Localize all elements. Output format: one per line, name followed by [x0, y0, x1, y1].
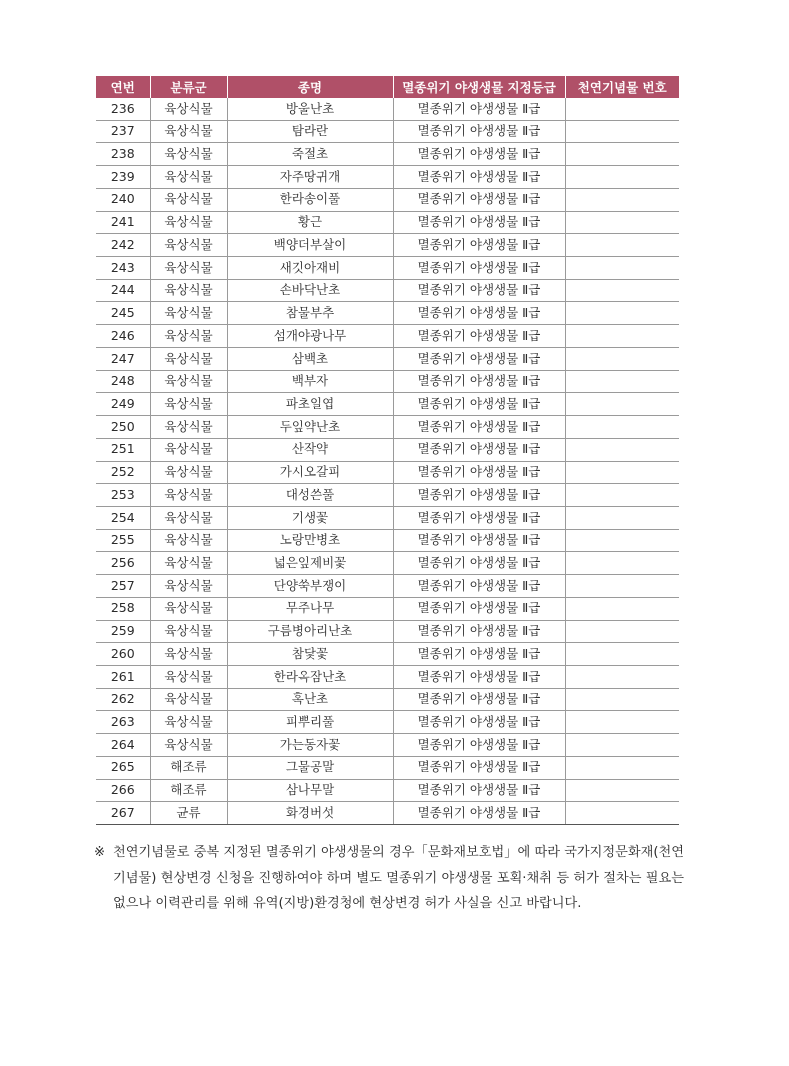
cell-grade: 멸종위기 야생생물 Ⅱ급	[393, 756, 565, 779]
cell-group: 육상식물	[150, 552, 227, 575]
cell-monument-no	[565, 552, 679, 575]
table-row	[96, 711, 679, 734]
cell-group: 육상식물	[150, 211, 227, 234]
cell-group: 육상식물	[150, 279, 227, 302]
cell-monument-no	[565, 143, 679, 166]
cell-monument-no	[565, 779, 679, 802]
cell-group: 육상식물	[150, 234, 227, 257]
cell-monument-no	[565, 234, 679, 257]
cell-no: 249	[96, 393, 150, 416]
table-row	[96, 257, 679, 280]
cell-species-name: 넓은잎제비꽃	[227, 552, 393, 575]
table-row	[96, 143, 679, 166]
cell-group: 육상식물	[150, 370, 227, 393]
cell-grade: 멸종위기 야생생물 Ⅱ급	[393, 665, 565, 688]
cell-no: 258	[96, 597, 150, 620]
table-row	[96, 188, 679, 211]
cell-group: 육상식물	[150, 416, 227, 439]
cell-monument-no	[565, 98, 679, 120]
table-header	[96, 76, 679, 98]
cell-group: 육상식물	[150, 597, 227, 620]
cell-species-name: 한라송이풀	[227, 188, 393, 211]
table-row	[96, 438, 679, 461]
cell-group: 균류	[150, 802, 227, 825]
cell-species-name: 참닻꽃	[227, 643, 393, 666]
cell-group: 육상식물	[150, 325, 227, 348]
table-row	[96, 234, 679, 257]
cell-monument-no	[565, 166, 679, 189]
cell-monument-no	[565, 665, 679, 688]
cell-monument-no	[565, 302, 679, 325]
cell-species-name: 백부자	[227, 370, 393, 393]
cell-monument-no	[565, 484, 679, 507]
cell-species-name: 대성쓴풀	[227, 484, 393, 507]
cell-no: 239	[96, 166, 150, 189]
cell-grade: 멸종위기 야생생물 Ⅱ급	[393, 234, 565, 257]
cell-group: 해조류	[150, 779, 227, 802]
cell-no: 253	[96, 484, 150, 507]
cell-group: 육상식물	[150, 143, 227, 166]
cell-species-name: 파초일엽	[227, 393, 393, 416]
cell-species-name: 손바닥난초	[227, 279, 393, 302]
cell-species-name: 황근	[227, 211, 393, 234]
cell-grade: 멸종위기 야생생물 Ⅱ급	[393, 416, 565, 439]
table-row	[96, 279, 679, 302]
cell-group: 육상식물	[150, 506, 227, 529]
cell-no: 256	[96, 552, 150, 575]
table-row	[96, 98, 679, 120]
cell-no: 257	[96, 575, 150, 598]
cell-grade: 멸종위기 야생생물 Ⅱ급	[393, 347, 565, 370]
cell-grade: 멸종위기 야생생물 Ⅱ급	[393, 506, 565, 529]
cell-group: 육상식물	[150, 257, 227, 280]
cell-monument-no	[565, 257, 679, 280]
cell-group: 육상식물	[150, 120, 227, 143]
cell-grade: 멸종위기 야생생물 Ⅱ급	[393, 461, 565, 484]
cell-monument-no	[565, 438, 679, 461]
cell-grade: 멸종위기 야생생물 Ⅱ급	[393, 257, 565, 280]
cell-no: 237	[96, 120, 150, 143]
table-row	[96, 665, 679, 688]
cell-no: 262	[96, 688, 150, 711]
cell-grade: 멸종위기 야생생물 Ⅱ급	[393, 529, 565, 552]
cell-species-name: 가시오갈피	[227, 461, 393, 484]
cell-grade: 멸종위기 야생생물 Ⅱ급	[393, 779, 565, 802]
cell-grade: 멸종위기 야생생물 Ⅱ급	[393, 575, 565, 598]
cell-species-name: 죽절초	[227, 143, 393, 166]
table-row	[96, 211, 679, 234]
cell-no: 241	[96, 211, 150, 234]
cell-monument-no	[565, 325, 679, 348]
cell-no: 267	[96, 802, 150, 825]
cell-grade: 멸종위기 야생생물 Ⅱ급	[393, 393, 565, 416]
cell-group: 해조류	[150, 756, 227, 779]
table-row	[96, 734, 679, 757]
cell-species-name: 가는동자꽃	[227, 734, 393, 757]
cell-monument-no	[565, 188, 679, 211]
cell-grade: 멸종위기 야생생물 Ⅱ급	[393, 734, 565, 757]
cell-no: 242	[96, 234, 150, 257]
table-row	[96, 325, 679, 348]
header-no: 연번	[96, 76, 150, 98]
cell-group: 육상식물	[150, 711, 227, 734]
table-row	[96, 643, 679, 666]
cell-group: 육상식물	[150, 529, 227, 552]
cell-group: 육상식물	[150, 665, 227, 688]
cell-grade: 멸종위기 야생생물 Ⅱ급	[393, 188, 565, 211]
cell-species-name: 그물공말	[227, 756, 393, 779]
cell-group: 육상식물	[150, 166, 227, 189]
cell-monument-no	[565, 529, 679, 552]
cell-species-name: 새깃아재비	[227, 257, 393, 280]
cell-monument-no	[565, 461, 679, 484]
cell-monument-no	[565, 506, 679, 529]
cell-species-name: 삼나무말	[227, 779, 393, 802]
table-row	[96, 552, 679, 575]
cell-no: 252	[96, 461, 150, 484]
cell-no: 246	[96, 325, 150, 348]
cell-grade: 멸종위기 야생생물 Ⅱ급	[393, 211, 565, 234]
cell-no: 236	[96, 98, 150, 120]
header-group: 분류군	[150, 76, 227, 98]
cell-monument-no	[565, 734, 679, 757]
cell-grade: 멸종위기 야생생물 Ⅱ급	[393, 325, 565, 348]
note-mark: ※	[94, 845, 106, 860]
cell-grade: 멸종위기 야생생물 Ⅱ급	[393, 370, 565, 393]
cell-group: 육상식물	[150, 188, 227, 211]
table-row	[96, 802, 679, 825]
table-row	[96, 575, 679, 598]
endangered-species-table	[96, 76, 679, 825]
table-row	[96, 461, 679, 484]
cell-monument-no	[565, 211, 679, 234]
cell-grade: 멸종위기 야생생물 Ⅱ급	[393, 711, 565, 734]
cell-no: 255	[96, 529, 150, 552]
table-row	[96, 779, 679, 802]
table-row	[96, 756, 679, 779]
cell-grade: 멸종위기 야생생물 Ⅱ급	[393, 552, 565, 575]
cell-no: 251	[96, 438, 150, 461]
cell-group: 육상식물	[150, 393, 227, 416]
table-row	[96, 529, 679, 552]
cell-monument-no	[565, 711, 679, 734]
cell-group: 육상식물	[150, 734, 227, 757]
table-row	[96, 120, 679, 143]
cell-no: 245	[96, 302, 150, 325]
cell-species-name: 백양더부살이	[227, 234, 393, 257]
cell-monument-no	[565, 347, 679, 370]
cell-species-name: 방울난초	[227, 98, 393, 120]
cell-group: 육상식물	[150, 438, 227, 461]
cell-group: 육상식물	[150, 620, 227, 643]
cell-no: 243	[96, 257, 150, 280]
cell-group: 육상식물	[150, 461, 227, 484]
table-row	[96, 620, 679, 643]
table-row	[96, 302, 679, 325]
table-row	[96, 393, 679, 416]
cell-group: 육상식물	[150, 302, 227, 325]
cell-grade: 멸종위기 야생생물 Ⅱ급	[393, 802, 565, 825]
cell-group: 육상식물	[150, 643, 227, 666]
cell-species-name: 탐라란	[227, 120, 393, 143]
cell-no: 265	[96, 756, 150, 779]
table-row	[96, 597, 679, 620]
cell-species-name: 기생꽃	[227, 506, 393, 529]
cell-grade: 멸종위기 야생생물 Ⅱ급	[393, 166, 565, 189]
cell-species-name: 자주땅귀개	[227, 166, 393, 189]
cell-species-name: 두잎약난초	[227, 416, 393, 439]
cell-monument-no	[565, 575, 679, 598]
cell-grade: 멸종위기 야생생물 Ⅱ급	[393, 279, 565, 302]
cell-group: 육상식물	[150, 688, 227, 711]
cell-species-name: 노랑만병초	[227, 529, 393, 552]
cell-no: 247	[96, 347, 150, 370]
cell-species-name: 참물부추	[227, 302, 393, 325]
table-row	[96, 688, 679, 711]
note-text: 천연기념물로 중복 지정된 멸종위기 야생생물의 경우「문화재보호법」에 따라 국가지정문화재(천연기념물) 현상변경 신청을 진행하여야 하며 별도 멸종위기 야생생물 포획·채취 등 허가 절차는 필요는 없으나 이력관리를 위해 유역(지방)환경청에 현상변경 허가 사실을 신고 바랍니다.	[113, 845, 684, 911]
cell-monument-no	[565, 393, 679, 416]
cell-no: 240	[96, 188, 150, 211]
table-body	[96, 98, 679, 825]
cell-monument-no	[565, 620, 679, 643]
cell-no: 250	[96, 416, 150, 439]
cell-monument-no	[565, 370, 679, 393]
table-row	[96, 166, 679, 189]
cell-grade: 멸종위기 야생생물 Ⅱ급	[393, 120, 565, 143]
cell-no: 260	[96, 643, 150, 666]
cell-species-name: 단양쑥부쟁이	[227, 575, 393, 598]
cell-species-name: 혹난초	[227, 688, 393, 711]
table-row	[96, 484, 679, 507]
cell-no: 266	[96, 779, 150, 802]
cell-grade: 멸종위기 야생생물 Ⅱ급	[393, 620, 565, 643]
table-row	[96, 347, 679, 370]
cell-group: 육상식물	[150, 98, 227, 120]
cell-species-name: 화경버섯	[227, 802, 393, 825]
cell-monument-no	[565, 120, 679, 143]
cell-monument-no	[565, 643, 679, 666]
cell-species-name: 구름병아리난초	[227, 620, 393, 643]
table-row	[96, 416, 679, 439]
cell-group: 육상식물	[150, 347, 227, 370]
table-row	[96, 370, 679, 393]
cell-grade: 멸종위기 야생생물 Ⅱ급	[393, 484, 565, 507]
cell-no: 238	[96, 143, 150, 166]
cell-grade: 멸종위기 야생생물 Ⅱ급	[393, 597, 565, 620]
table-row	[96, 506, 679, 529]
cell-grade: 멸종위기 야생생물 Ⅱ급	[393, 643, 565, 666]
cell-grade: 멸종위기 야생생물 Ⅱ급	[393, 143, 565, 166]
cell-no: 261	[96, 665, 150, 688]
cell-grade: 멸종위기 야생생물 Ⅱ급	[393, 98, 565, 120]
cell-species-name: 피뿌리풀	[227, 711, 393, 734]
cell-grade: 멸종위기 야생생물 Ⅱ급	[393, 302, 565, 325]
cell-monument-no	[565, 688, 679, 711]
cell-monument-no	[565, 416, 679, 439]
cell-no: 263	[96, 711, 150, 734]
cell-species-name: 산작약	[227, 438, 393, 461]
cell-no: 244	[96, 279, 150, 302]
header-monument-no: 천연기념물 번호	[565, 76, 679, 98]
cell-grade: 멸종위기 야생생물 Ⅱ급	[393, 688, 565, 711]
cell-no: 264	[96, 734, 150, 757]
cell-no: 248	[96, 370, 150, 393]
cell-species-name: 무주나무	[227, 597, 393, 620]
cell-monument-no	[565, 279, 679, 302]
cell-group: 육상식물	[150, 575, 227, 598]
cell-species-name: 삼백초	[227, 347, 393, 370]
cell-no: 259	[96, 620, 150, 643]
cell-no: 254	[96, 506, 150, 529]
cell-monument-no	[565, 756, 679, 779]
cell-grade: 멸종위기 야생생물 Ⅱ급	[393, 438, 565, 461]
header-species-name: 종명	[227, 76, 393, 98]
header-grade: 멸종위기 야생생물 지정등급	[393, 76, 565, 98]
cell-monument-no	[565, 802, 679, 825]
footnote	[94, 840, 684, 917]
cell-species-name: 섬개야광나무	[227, 325, 393, 348]
cell-monument-no	[565, 597, 679, 620]
cell-species-name: 한라옥잠난초	[227, 665, 393, 688]
cell-group: 육상식물	[150, 484, 227, 507]
